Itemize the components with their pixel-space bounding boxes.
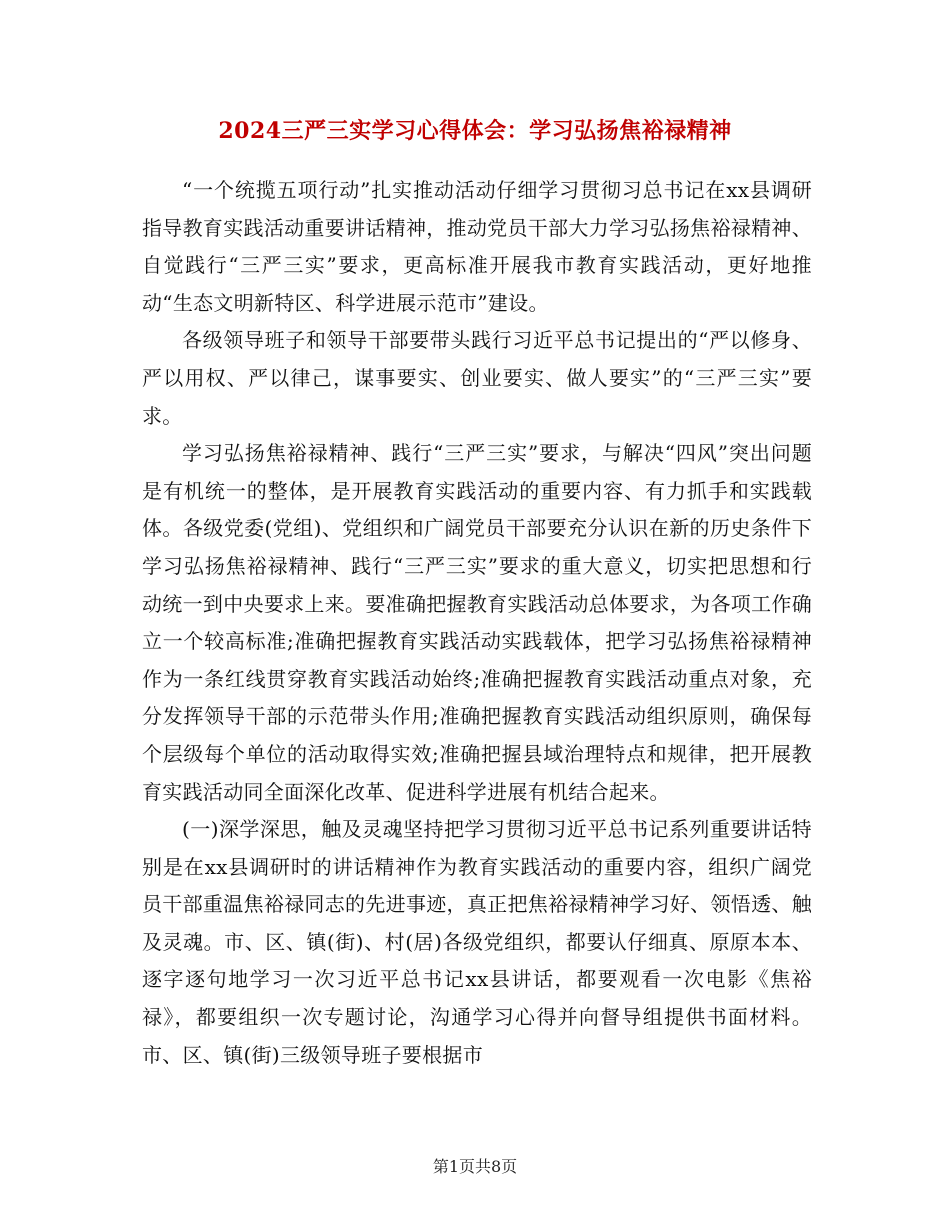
paragraph-significance: 学习弘扬焦裕禄精神、践行“三严三实”要求，与解决“四风”突出问题是有机统一的整体，是开展教育实践活动的重要内容、有力抓手和实践载体。各级党委(党组)、党组织和广阔党员干部要充分认识在新的历史条件下学习弘扬焦裕禄精神、践行“三严三实”要求的重大意义，切实把思想和行动统一到中央要求上来。要准确把握教育实践活动总体要求，为各项工作确立一个较高标准;准确把握教育实践活动实践载体，把学习弘扬焦裕禄精神作为一条红线贯穿教育实践活动始终;准确把握教育实践活动重点对象，充分发挥领导干部的示范带头作用;准确把握教育实践活动组织原则，确保每个层级每个单位的活动取得实效;准确把握县域治理特点和规律，把开展教育实践活动同全面深化改革、促进科学进展有机结合起来。	[142, 441, 812, 804]
paragraph-intro: “一个统揽五项行动”扎实推动活动仔细学习贯彻习总书记在xx县调研指导教育实践活动重要讲话精神，推动党员干部大力学习弘扬焦裕禄精神、自觉践行“三严三实”要求，更高标准开展我市教育实践活动，更好地推动“生态文明新特区、科学进展示范市”建设。	[142, 178, 812, 315]
paragraph-section-one: (一)深学深思，触及灵魂坚持把学习贯彻习近平总书记系列重要讲话特别是在xx县调研时的讲话精神作为教育实践活动的重要内容，组织广阔党员干部重温焦裕禄同志的先进事迹，真正把焦裕禄精神学习好、领悟透、触及灵魂。市、区、镇(街)、村(居)各级党组织，都要认仔细真、原原本本、逐字逐句地学习一次习近平总书记xx县讲话，都要观看一次电影《焦裕禄》，都要组织一次专题讨论，沟通学习心得并向督导组提供书面材料。市、区、镇(街)三级领导班子要根据市	[142, 817, 812, 1067]
page-number-footer: 第1页共8页	[432, 1157, 518, 1176]
paragraph-three-stricts: 各级领导班子和领导干部要带头践行习近平总书记提出的“严以修身、严以用权、严以律己，谋事要实、创业要实、做人要实”的“三严三实”要求。	[142, 328, 812, 428]
document-title: 2024三严三实学习心得体会：学习弘扬焦裕禄精神	[218, 118, 732, 144]
document-body	[142, 172, 812, 1074]
